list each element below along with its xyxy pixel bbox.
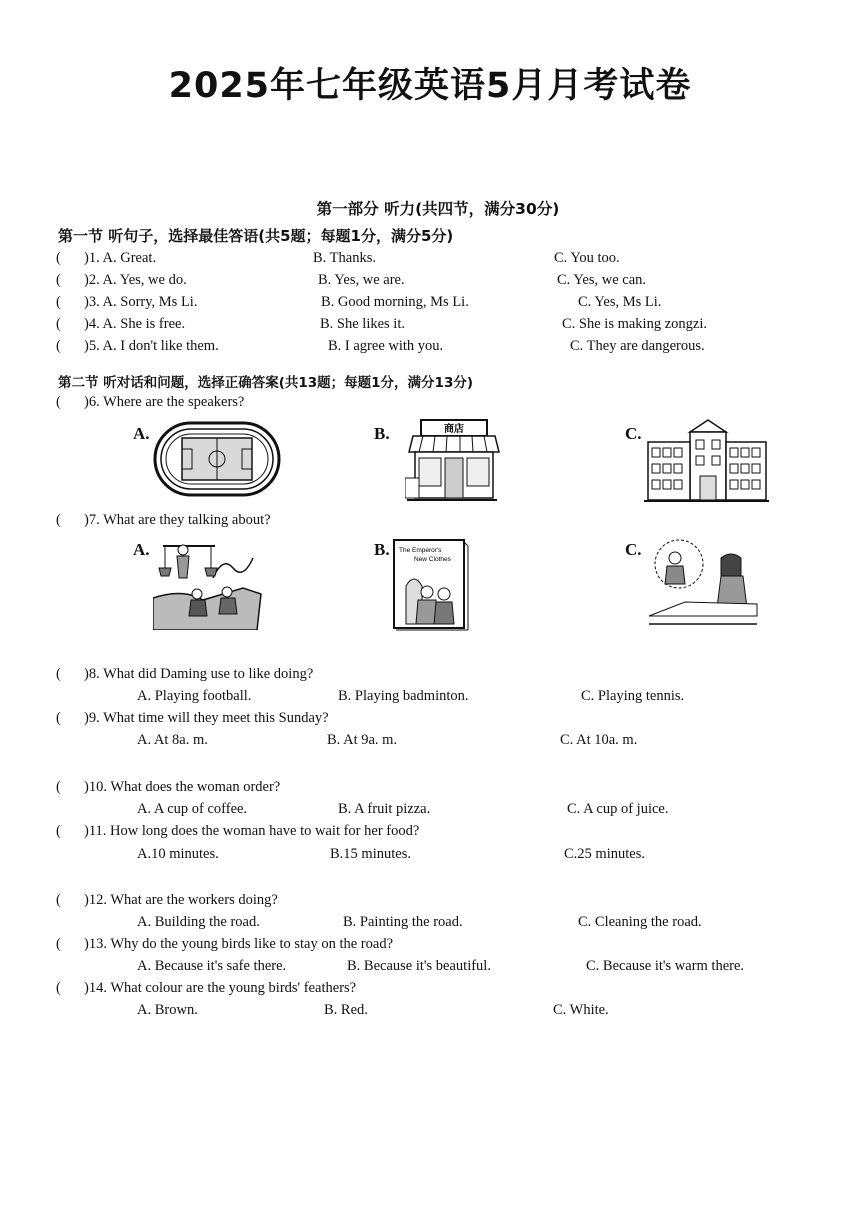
option-c: C. Because it's warm there. [586,958,745,974]
option-a: A. A cup of coffee. [137,801,248,817]
answer-paren: ( [56,666,61,682]
option-c: C. You too. [554,250,620,266]
question-stem: )8. What did Daming use to like doing? [84,666,314,682]
answer-paren: ( [56,892,61,908]
option-c: C. White. [553,1002,609,1018]
option-c: C. She is making zongzi. [562,316,707,332]
option-b: B. Playing badminton. [338,688,469,704]
shop-sign-text: 商店 [444,424,464,435]
question-stem: )6. Where are the speakers? [84,394,245,410]
answer-paren: ( [56,980,61,996]
option-c: C. They are dangerous. [570,338,705,354]
option-b: B. She likes it. [320,316,405,332]
option-b: B. Good morning, Ms Li. [321,294,469,310]
option-b: B. Thanks. [313,250,376,266]
option-b: B. At 9a. m. [327,732,398,748]
option-label: B. [374,424,390,443]
answer-paren: ( [56,272,61,288]
option-a: A. Brown. [137,1002,198,1018]
option-b: B. I agree with you. [328,338,444,354]
option-a: A.10 minutes. [137,846,219,862]
book-title-line2: New Clothes [414,556,451,563]
question-stem: )10. What does the woman order? [84,779,281,795]
option-b: B. A fruit pizza. [338,801,431,817]
book-title-line1: The Emperor's [399,547,442,554]
answer-paren: ( [56,710,61,726]
answer-paren: ( [56,338,61,354]
question-stem: )9. What time will they meet this Sunday? [84,710,329,726]
option-a: A. Building the road. [137,914,260,930]
climbing-people-image [153,538,265,630]
exam-title: 2025年七年级英语5月月考试卷 [168,66,692,106]
option-c: C. At 10a. m. [560,732,638,748]
question-stem: )14. What colour are the young birds' feathers? [84,980,357,996]
answer-paren: ( [56,316,61,332]
option-c: C. Yes, Ms Li. [578,294,662,310]
question-stem: )4. A. She is free. [84,316,186,332]
option-c: C. Yes, we can. [557,272,647,288]
answer-paren: ( [56,250,61,266]
option-c: C. Playing tennis. [581,688,685,704]
option-b: B.15 minutes. [330,846,411,862]
option-label: B. [374,540,390,559]
part1-title: 第一部分 听力(共四节，满分30分) [316,200,560,218]
question-stem: )1. A. Great. [84,250,157,266]
option-c: C.25 minutes. [564,846,645,862]
option-a: A. Playing football. [137,688,252,704]
question-stem: )7. What are they talking about? [84,512,271,528]
option-label: A. [133,424,150,443]
section2-title: 第二节 听对话和问题，选择正确答案(共13题；每题1分，满分13分) [58,375,474,391]
option-b: B. Painting the road. [343,914,463,930]
question-stem: )13. Why do the young birds like to stay on the road? [84,936,394,952]
section1-title: 第一节 听句子，选择最佳答语(共5题；每题1分，满分5分) [58,227,454,245]
option-b: B. Yes, we are. [318,272,405,288]
answer-paren: ( [56,394,61,410]
question-stem: )5. A. I don't like them. [84,338,219,354]
option-label: C. [625,424,642,443]
answer-paren: ( [56,779,61,795]
answer-paren: ( [56,512,61,528]
answer-paren: ( [56,936,61,952]
option-b: B. Because it's beautiful. [347,958,491,974]
option-b: B. Red. [324,1002,368,1018]
option-c: C. A cup of juice. [567,801,669,817]
shop-image [405,418,500,503]
girl-thinking-image [645,536,760,632]
question-stem: )12. What are the workers doing? [84,892,278,908]
answer-paren: ( [56,823,61,839]
option-label: A. [133,540,150,559]
school-building-image [644,418,769,503]
stadium-image [152,420,282,498]
answer-paren: ( [56,294,61,310]
option-label: C. [625,540,642,559]
option-c: C. Cleaning the road. [578,914,702,930]
question-stem: )11. How long does the woman have to wait for her food? [84,823,420,839]
option-a: A. At 8a. m. [137,732,208,748]
question-stem: )2. A. Yes, we do. [84,272,187,288]
storybook-image [392,538,470,632]
question-stem: )3. A. Sorry, Ms Li. [84,294,198,310]
option-a: A. Because it's safe there. [137,958,287,974]
